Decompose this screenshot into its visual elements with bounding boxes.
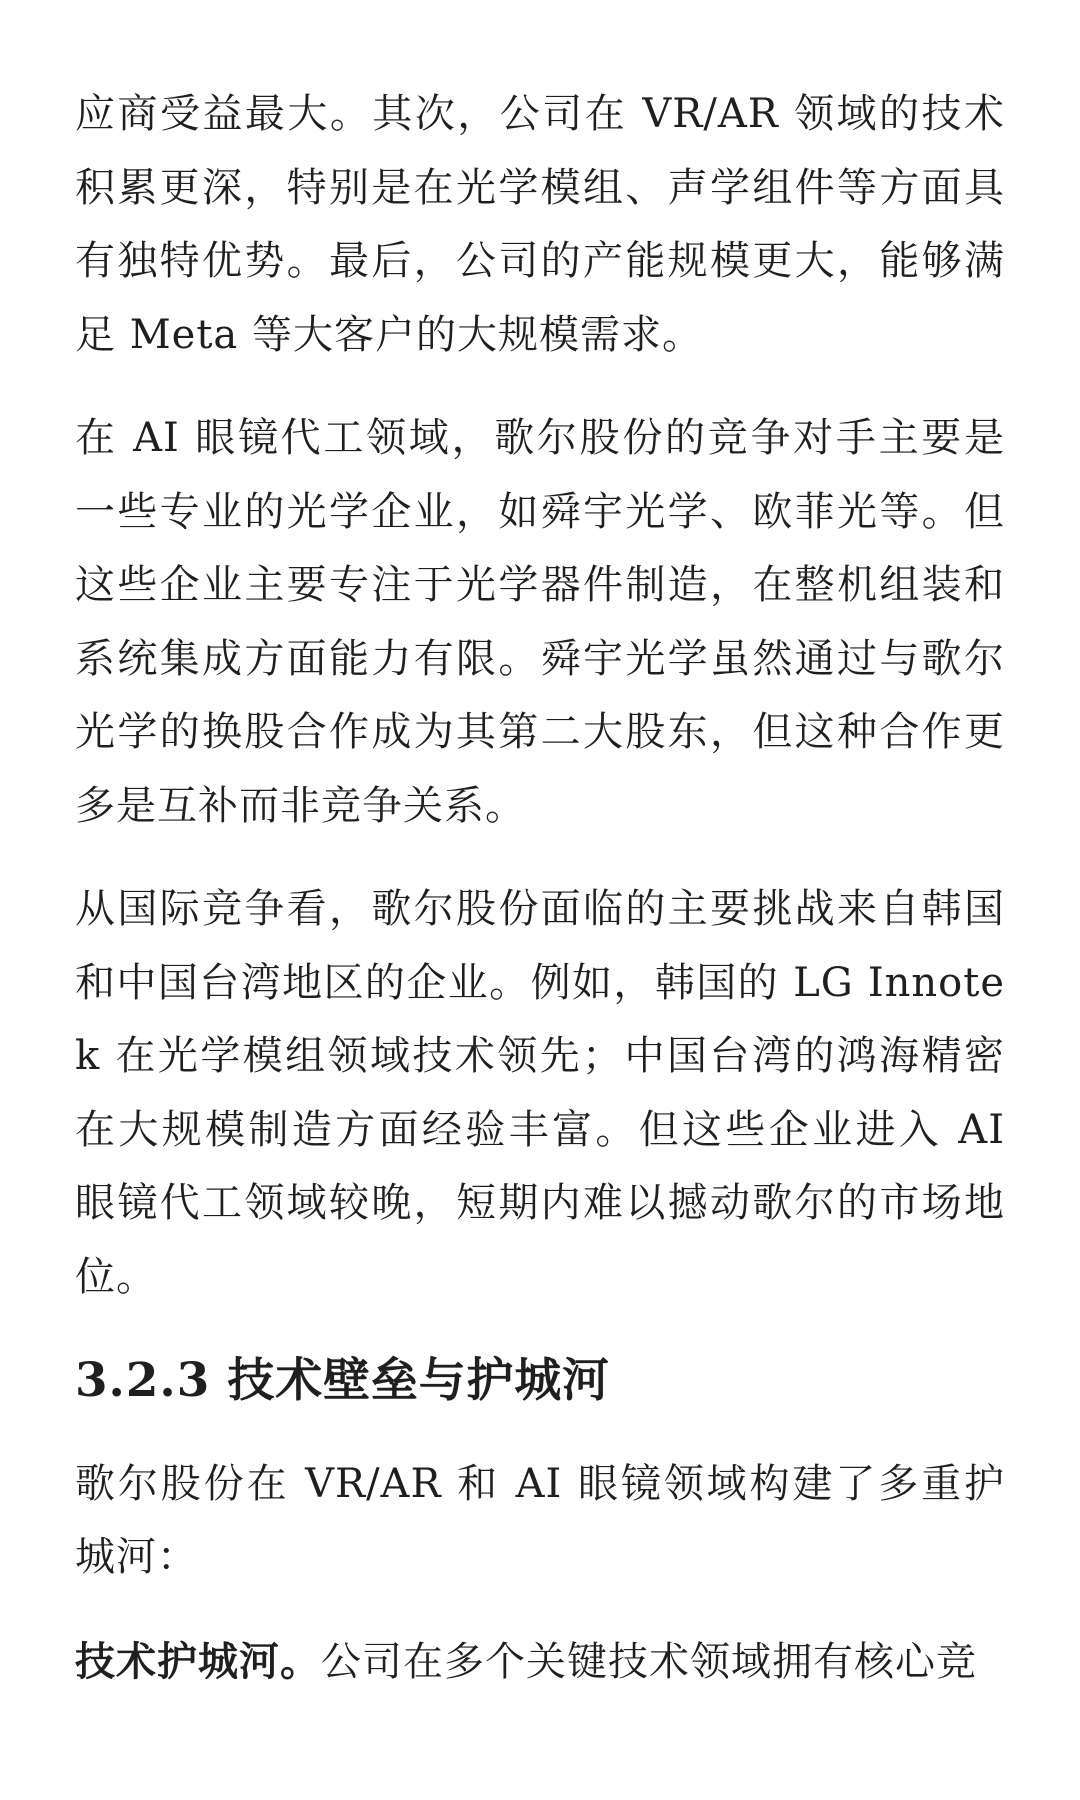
paragraph-international-competition: 从国际竞争看，歌尔股份面临的主要挑战来自韩国和中国台湾地区的企业。例如，韩国的 LG Innotek 在光学模组领域技术领先；中国台湾的鸿海精密在大规模制造方面经验丰富。但这些企业进入 AI 眼镜代工领域较晚，短期内难以撼动歌尔的市场地位。 — [75, 886, 1005, 1300]
paragraph-technology-moat — [75, 1625, 1005, 1700]
paragraph-advantages: 应商受益最大。其次，公司在 VR/AR 领域的技术积累更深，特别是在光学模组、声学组件等方面具有独特优势。最后，公司的产能规模更大，能够满足 Meta 等大客户的大规模需求。 — [75, 91, 1005, 358]
technology-moat-lead: 技术护城河。 — [75, 1637, 321, 1685]
section-heading: 3.2.3 技术壁垒与护城河 — [75, 1353, 610, 1408]
paragraph-moat-intro: 歌尔股份在 VR/AR 和 AI 眼镜领域构建了多重护城河： — [75, 1460, 1005, 1580]
technology-moat-text: 公司在多个关键技术领域拥有核心竞 — [321, 1638, 977, 1685]
article-body — [75, 78, 1005, 1699]
paragraph-domestic-competitors: 在 AI 眼镜代工领域，歌尔股份的竞争对手主要是一些专业的光学企业，如舜宇光学、欧菲光等。但这些企业主要专注于光学器件制造，在整机组装和系统集成方面能力有限。舜宇光学虽然通过与歌尔光学的换股合作成为其第二大股东，但这种合作更多是互补而非竞争关系。 — [75, 415, 1005, 829]
